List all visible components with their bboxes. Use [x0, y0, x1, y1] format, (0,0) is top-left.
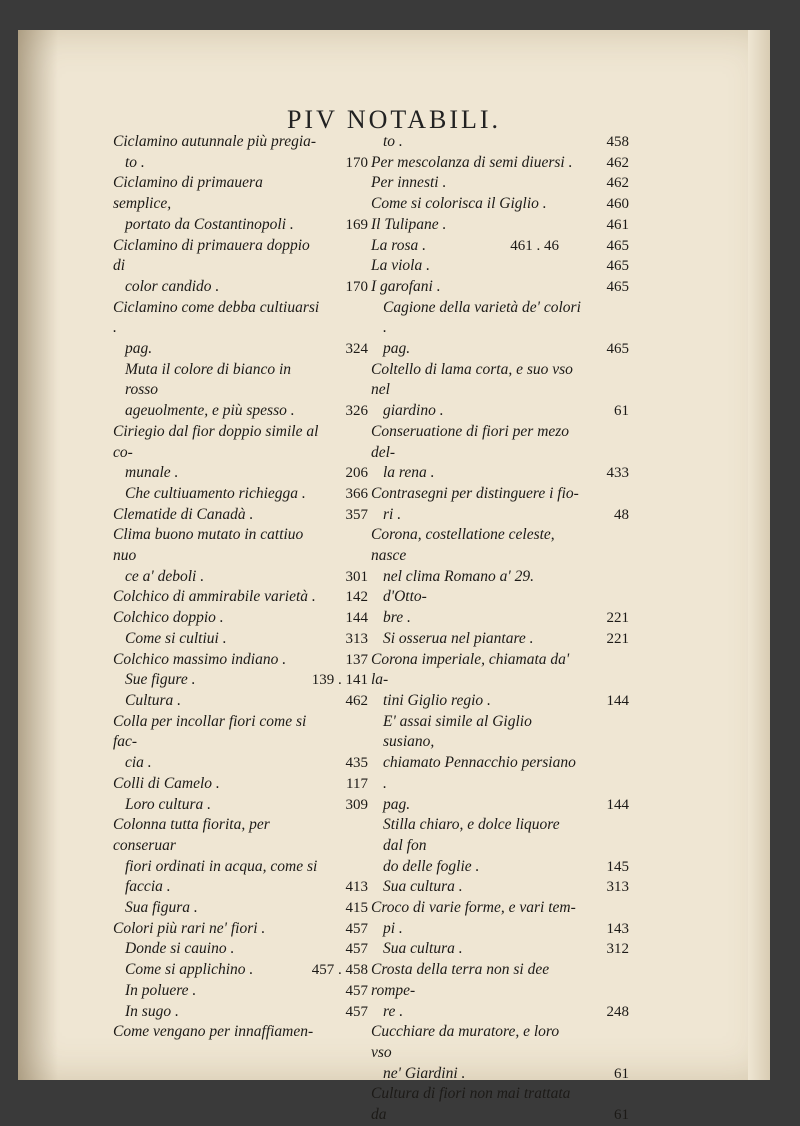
- index-page-number: 142: [345, 589, 368, 606]
- index-entry-text: fiori ordinati in acqua, come si: [125, 857, 318, 875]
- index-page-number: 143: [606, 920, 629, 937]
- index-page-number: 144: [606, 796, 629, 813]
- index-entry: [113, 774, 368, 795]
- index-entry-text: E' assai simile al Giglio susiano,: [383, 712, 532, 751]
- index-page-number: 460: [606, 196, 629, 213]
- index-entry-text: I garofani .: [371, 277, 441, 295]
- index-entry-text: Contrasegni per distinguere i fio-: [371, 484, 579, 502]
- index-entry: [113, 236, 368, 277]
- index-entry: [113, 422, 368, 463]
- index-entry: [113, 795, 368, 816]
- index-entry-text: tini Giglio regio .: [383, 691, 491, 709]
- index-entry: [113, 753, 368, 774]
- index-entry: [113, 919, 368, 940]
- index-entry-text: Come si applichino .: [125, 961, 254, 979]
- index-page-number: 457: [345, 1003, 368, 1020]
- index-entry: [113, 960, 368, 981]
- index-entry-text: Donde si cauino .: [125, 940, 235, 958]
- index-entry: [113, 587, 368, 608]
- index-entry-text: Cultura .: [125, 691, 181, 709]
- index-entry-text: Cucchiare da muratore, e loro vso: [371, 1023, 560, 1061]
- index-entry-text: Colchico doppio .: [113, 609, 224, 627]
- index-column-left: [113, 132, 368, 1043]
- index-entry: [113, 567, 368, 588]
- index-entry: [113, 132, 368, 153]
- index-entry-text: munale .: [125, 464, 179, 482]
- index-entry: [371, 815, 629, 856]
- index-entry-text: giardino .: [383, 402, 444, 420]
- index-entry-text: do delle foglie .: [383, 857, 480, 875]
- index-entry: [113, 1002, 368, 1023]
- index-page-number: 170: [345, 278, 368, 295]
- book-page: [18, 30, 770, 1124]
- index-page-number: 117: [346, 775, 368, 792]
- index-entry: [371, 1002, 629, 1023]
- index-entry: [371, 236, 629, 257]
- index-page-number: 301: [345, 568, 368, 585]
- index-entry: [371, 401, 629, 422]
- index-column-right: [371, 132, 629, 1126]
- index-entry-text: da: [371, 1106, 387, 1124]
- index-entry: [371, 795, 629, 816]
- index-page-number: 221: [606, 610, 629, 627]
- index-entry: [113, 173, 368, 214]
- index-entry-text: Per innesti .: [371, 174, 447, 192]
- index-page-number: 462: [345, 692, 368, 709]
- index-entry: [113, 877, 368, 898]
- index-entry: [371, 650, 629, 691]
- index-entry: [371, 960, 629, 1001]
- index-page-number: 457: [345, 920, 368, 937]
- index-entry-text: Si osserua nel piantare .: [383, 629, 534, 647]
- index-page-number: 170: [345, 154, 368, 171]
- index-entry: [371, 919, 629, 940]
- index-entry-text: Come si cultiui .: [125, 629, 227, 647]
- index-page-number: 61: [614, 403, 629, 420]
- index-entry-text: La viola .: [371, 257, 430, 275]
- index-entry: [371, 277, 629, 298]
- index-entry: [371, 857, 629, 878]
- index-entry: [371, 132, 629, 153]
- index-entry-text: Sua cultura .: [383, 940, 463, 958]
- index-page-number: 313: [606, 879, 629, 896]
- index-entry: [113, 339, 368, 360]
- page-edge: [748, 30, 770, 1080]
- index-entry: [371, 153, 629, 174]
- index-entry: [371, 753, 629, 794]
- index-entry-text: Croco di varie forme, e vari tem-: [371, 899, 576, 917]
- index-entry: [371, 1084, 629, 1105]
- index-entry: [371, 173, 629, 194]
- index-page-number: 465: [606, 278, 629, 295]
- index-entry-text: Il Tulipane .: [371, 215, 447, 233]
- index-entry-text: cia .: [125, 754, 152, 772]
- index-entry-text: Come vengano per innaffiamen-: [113, 1023, 314, 1041]
- index-entry-text: Clima buono mutato in cattiuo nuo: [113, 526, 304, 565]
- index-entry: [371, 463, 629, 484]
- index-page-number: 457 . 458: [311, 962, 368, 979]
- index-page-number: 144: [606, 692, 629, 709]
- index-page-number: 326: [345, 403, 368, 420]
- index-entry: [371, 422, 629, 463]
- index-entry: [371, 1105, 629, 1126]
- index-entry-text: re .: [383, 1002, 404, 1020]
- index-page-number: 465: [606, 237, 629, 254]
- index-entry-text: Sua cultura .: [383, 878, 463, 896]
- index-page-number: 457: [345, 982, 368, 999]
- index-page-number: 61: [614, 1107, 629, 1124]
- index-entry-text: Colchico di ammirabile varietà .: [113, 588, 316, 606]
- index-entry: [113, 898, 368, 919]
- index-entry-text: to .: [383, 133, 403, 150]
- index-entry-text: Che cultiuamento richiegga .: [125, 484, 306, 502]
- index-page-number: 458: [606, 134, 629, 150]
- index-entry: [371, 484, 629, 505]
- index-page-number: 61: [614, 1065, 629, 1082]
- index-page-number: 413: [345, 879, 368, 896]
- index-page-number: 248: [606, 1003, 629, 1020]
- index-entry-text: Ciclamino autunnale più pregia-: [113, 133, 317, 150]
- index-entry: [113, 505, 368, 526]
- index-entry: [113, 939, 368, 960]
- index-page-number: 313: [345, 630, 368, 647]
- index-page-number: 137: [345, 651, 368, 668]
- index-entry-text: Stilla chiaro, e dolce liquore dal fon: [383, 816, 560, 854]
- index-entry-text: Come si colorisca il Giglio .: [371, 195, 547, 213]
- index-entry: [113, 401, 368, 422]
- index-entry-text: Ciclamino di primauera semplice,: [113, 174, 263, 213]
- index-entry: [371, 339, 629, 360]
- index-entry: [113, 650, 368, 671]
- index-page-number: 415: [345, 900, 368, 917]
- index-page-number: 435: [345, 755, 368, 772]
- index-entry: [113, 691, 368, 712]
- index-entry: [113, 629, 368, 650]
- index-entry-text: In poluere .: [125, 981, 197, 999]
- index-entry-text: ri .: [383, 505, 402, 523]
- index-entry-text: Colori più rari ne' fiori .: [113, 919, 266, 937]
- index-entry-text: Colonna tutta fiorita, per conseruar: [113, 816, 270, 854]
- index-entry: [371, 712, 629, 753]
- index-entry: [113, 1022, 368, 1043]
- index-entry: [371, 877, 629, 898]
- index-entry-text: ne' Giardini .: [383, 1064, 466, 1082]
- index-entry: [113, 463, 368, 484]
- index-entry-text: Cultura di fiori non mai trattata: [371, 1085, 571, 1103]
- index-entry-text: pag.: [125, 340, 153, 358]
- index-entry-text: color candido .: [125, 277, 220, 295]
- index-entry: [113, 153, 368, 174]
- index-entry-text: to .: [125, 153, 145, 171]
- index-entry-text: pag.: [383, 340, 411, 358]
- index-page-number: 465: [606, 341, 629, 358]
- index-page-number: 462: [606, 175, 629, 192]
- index-entry-text: chiamato Pennacchio persiano .: [383, 754, 576, 792]
- index-page-number: 139 . 141: [311, 672, 368, 689]
- index-entry-text: Per mescolanza di semi diuersi .: [371, 153, 573, 171]
- index-entry: [113, 670, 368, 691]
- index-entry: [113, 981, 368, 1002]
- index-entry: [371, 256, 629, 277]
- index-entry-text: portato da Costantinopoli .: [125, 215, 294, 233]
- index-entry-text: Conseruatione di fiori per mezo del-: [371, 422, 570, 461]
- index-entry-text: Sua figura .: [125, 899, 198, 917]
- index-entry-text: Sue figure .: [125, 671, 196, 689]
- index-entry-text: faccia .: [125, 878, 171, 896]
- index-entry-text: Muta il colore di bianco in rosso: [125, 360, 292, 399]
- page-header: PIV NOTABILI.: [286, 105, 502, 134]
- index-page-number: 48: [614, 506, 629, 523]
- index-entry-text: ageuolmente, e più spesso .: [125, 402, 295, 420]
- index-entry-text: Ciclamino di primauera doppio di: [113, 236, 310, 275]
- index-page-number: 357: [345, 506, 368, 523]
- index-entry: [113, 277, 368, 298]
- index-entry: [113, 712, 368, 753]
- index-entry-extra-page: 461 . 46: [510, 237, 559, 254]
- index-entry: [113, 857, 368, 878]
- index-page-number: 309: [345, 796, 368, 813]
- index-entry-text: In sugo .: [125, 1002, 179, 1020]
- index-entry: [113, 815, 368, 856]
- index-page-number: 462: [606, 154, 629, 171]
- index-page-number: 457: [345, 941, 368, 958]
- index-entry-text: Coltello di lama corta, e suo vso nel: [371, 360, 573, 399]
- index-entry-text: Clematide di Canadà .: [113, 505, 254, 523]
- index-entry-text: Ciriegio dal fior doppio simile al co-: [113, 422, 319, 461]
- index-entry-text: Colla per incollar fiori come si fac-: [113, 712, 307, 751]
- index-entry: [371, 1022, 629, 1063]
- index-entry-text: Crosta della terra non si dee rompe-: [371, 961, 550, 999]
- index-entry: [113, 360, 368, 401]
- index-entry: [371, 298, 629, 339]
- index-entry-text: bre .: [383, 609, 411, 627]
- page-gutter-shadow: [18, 30, 58, 1080]
- index-entry: [371, 360, 629, 401]
- index-entry-text: la rena .: [383, 464, 435, 482]
- index-page-number: 145: [606, 858, 629, 875]
- index-entry-text: Corona imperiale, chiamata da' la-: [371, 650, 570, 689]
- index-page-number: 169: [345, 216, 368, 233]
- index-entry: [113, 608, 368, 629]
- index-page-number: 312: [606, 941, 629, 958]
- index-page-number: 433: [606, 465, 629, 482]
- index-entry-text: nel clima Romano a' 29. d'Otto-: [383, 567, 534, 606]
- index-entry: [371, 215, 629, 236]
- index-entry: [371, 898, 629, 919]
- index-page-number: 221: [606, 630, 629, 647]
- index-page-number: 465: [606, 258, 629, 275]
- index-entry: [371, 629, 629, 650]
- index-entry-text: La rosa .: [371, 236, 426, 254]
- index-entry: [371, 525, 629, 566]
- index-entry-text: ce a' deboli .: [125, 567, 205, 585]
- index-entry: [113, 298, 368, 339]
- index-entry-text: pag.: [383, 795, 411, 813]
- index-entry: [113, 215, 368, 236]
- index-entry: [371, 1064, 629, 1085]
- index-entry: [371, 939, 629, 960]
- index-entry: [371, 505, 629, 526]
- index-page-number: 461: [606, 216, 629, 233]
- index-entry: [113, 525, 368, 566]
- index-entry: [371, 691, 629, 712]
- index-entry: [371, 567, 629, 608]
- index-entry-text: Corona, costellatione celeste, nasce: [371, 526, 555, 565]
- index-entry-text: Colchico massimo indiano .: [113, 650, 287, 668]
- index-entry: [113, 484, 368, 505]
- index-page-number: 366: [345, 485, 368, 502]
- index-entry: [371, 608, 629, 629]
- index-page-number: 324: [345, 341, 368, 358]
- index-entry-text: Colli di Camelo .: [113, 774, 220, 792]
- index-entry-text: Ciclamino come debba cultiuarsi .: [113, 298, 320, 337]
- index-entry-text: Cagione della varietà de' colori .: [383, 298, 581, 337]
- index-entry-text: pi .: [383, 919, 403, 937]
- index-entry: [371, 194, 629, 215]
- index-page-number: 206: [345, 465, 368, 482]
- index-entry-text: Loro cultura .: [125, 795, 211, 813]
- index-page-number: 144: [345, 610, 368, 627]
